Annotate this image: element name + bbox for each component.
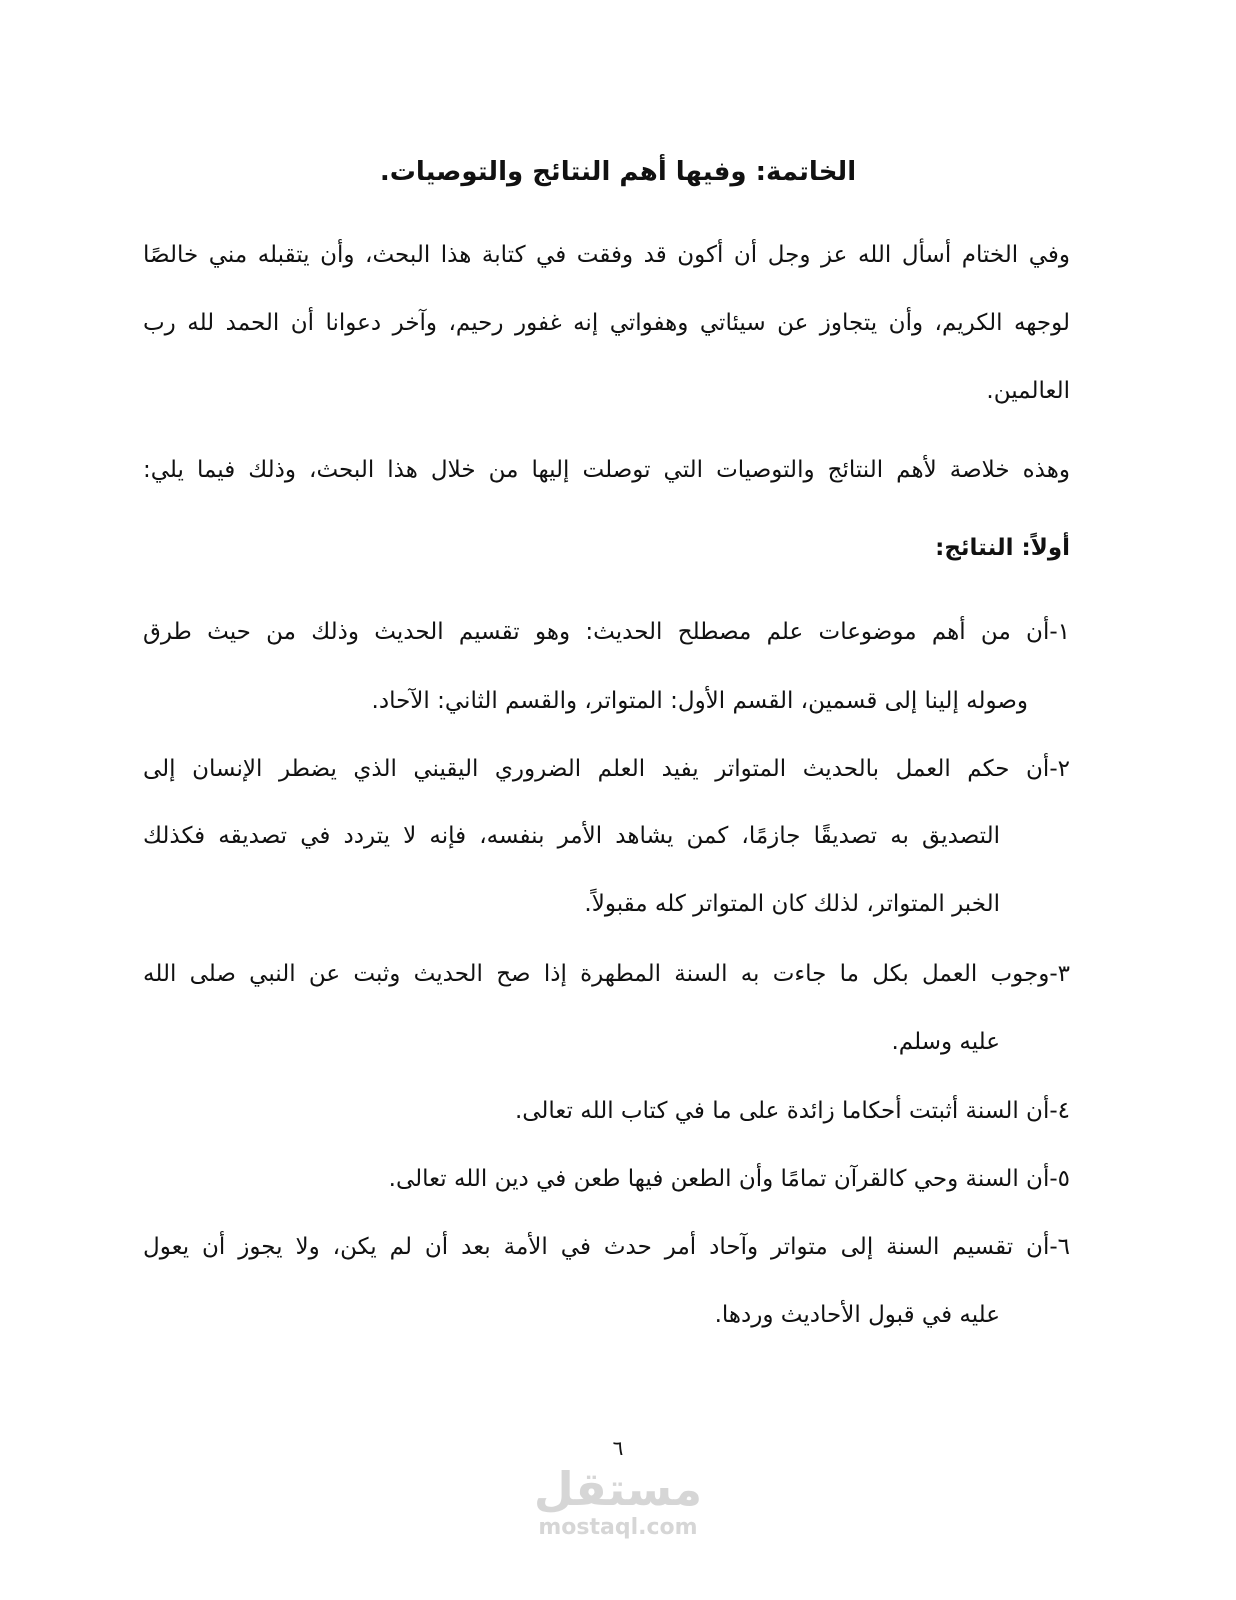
result-item-3-line: عليه وسلم. xyxy=(891,1029,1000,1055)
intro-line: لوجهه الكريم، وأن يتجاوز عن سيئاتي وهفواتي إنه غفور رحيم، وآخر دعوانا أن الحمد لله رب xyxy=(143,310,1070,336)
page-title: الخاتمة: وفيها أهم النتائج والتوصيات. xyxy=(379,157,857,187)
result-item-2-line: الخبر المتواتر، لذلك كان المتواتر كله مقبولاً. xyxy=(584,891,1000,917)
watermark-latin: mostaql.com xyxy=(538,1515,698,1540)
watermark-logo xyxy=(518,1462,718,1540)
result-item-2-line: ٢-أن حكم العمل بالحديث المتواتر يفيد العلم الضروري اليقيني الذي يضطر الإنسان إلى xyxy=(143,756,1070,782)
summary-line: وهذه خلاصة لأهم النتائج والتوصيات التي توصلت إليها من خلال هذا البحث، وذلك فيما يلي: xyxy=(143,457,1070,483)
result-item-6-line: ٦-أن تقسيم السنة إلى متواتر وآحاد أمر حدث في الأمة بعد أن لم يكن، ولا يجوز أن يعول xyxy=(143,1234,1070,1260)
result-item-6-line: عليه في قبول الأحاديث وردها. xyxy=(714,1302,1000,1328)
result-item-2-line: التصديق به تصديقًا جازمًا، كمن يشاهد الأمر بنفسه، فإنه لا يتردد في تصديقه فكذلك xyxy=(143,823,1000,849)
result-item-3-line: ٣-وجوب العمل بكل ما جاءت به السنة المطهرة إذا صح الحديث وثبت عن النبي صلى الله xyxy=(143,961,1070,987)
section-heading: أولاً: النتائج: xyxy=(935,535,1070,561)
result-item-1-line: وصوله إلينا إلى قسمين، القسم الأول: المتواتر، والقسم الثاني: الآحاد. xyxy=(371,688,1028,714)
page-number: ٦ xyxy=(612,1436,624,1460)
result-item-5-line: ٥-أن السنة وحي كالقرآن تمامًا وأن الطعن فيها طعن في دين الله تعالى. xyxy=(388,1166,1070,1192)
result-item-1-line: ١-أن من أهم موضوعات علم مصطلح الحديث: وهو تقسيم الحديث وذلك من حيث طرق xyxy=(143,619,1070,645)
intro-line: وفي الختام أسأل الله عز وجل أن أكون قد وفقت في كتابة هذا البحث، وأن يتقبله مني خالصًا xyxy=(143,242,1070,268)
result-item-4-line: ٤-أن السنة أثبتت أحكاما زائدة على ما في كتاب الله تعالى. xyxy=(514,1098,1070,1124)
intro-line: العالمين. xyxy=(986,378,1070,404)
watermark-arabic: مستقل xyxy=(533,1462,703,1516)
